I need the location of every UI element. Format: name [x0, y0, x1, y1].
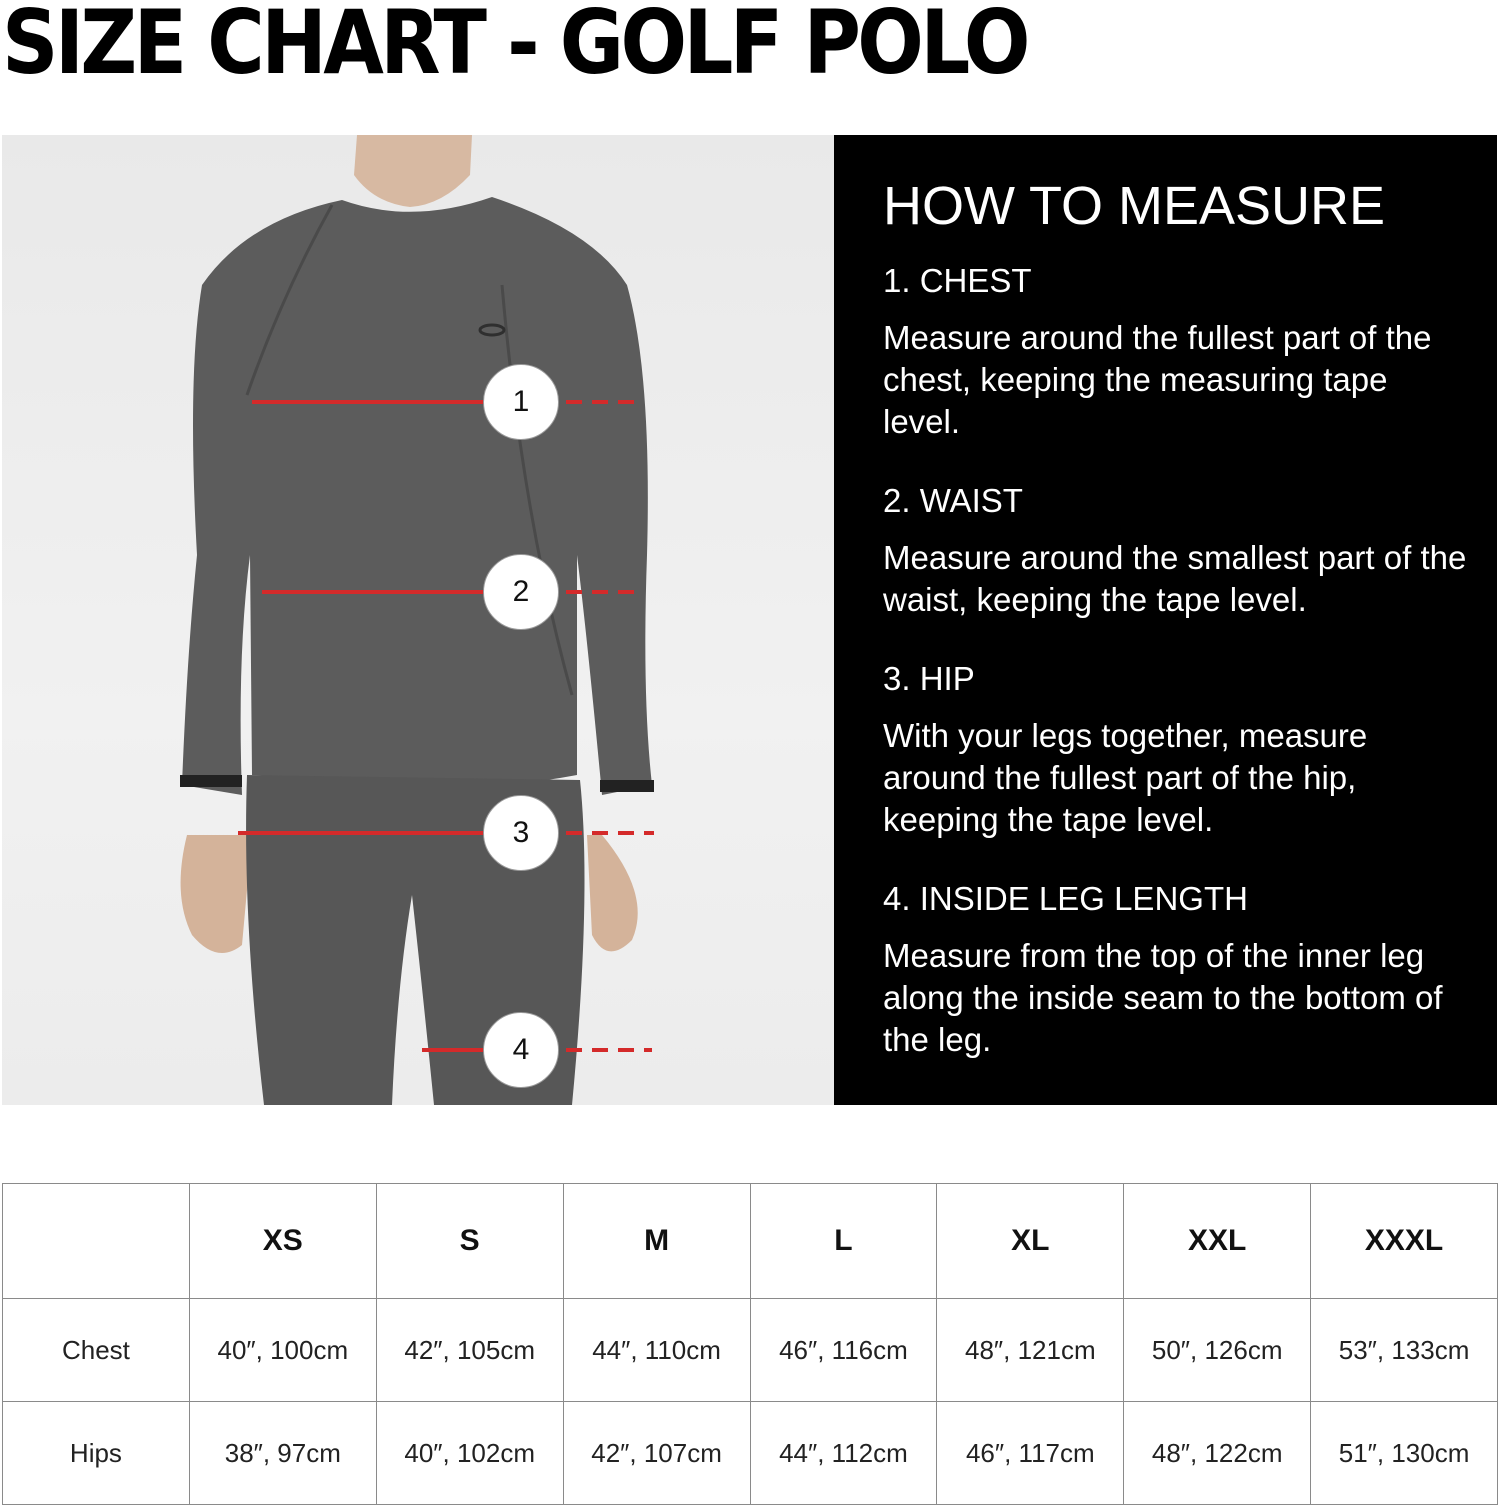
step-text: Measure around the fullest part of the chest, keeping the measuring tape level.: [883, 319, 1432, 440]
table-cell: 48″, 121cm: [937, 1299, 1124, 1402]
header-cell-l: L: [750, 1184, 937, 1299]
header-cell-xs: XS: [189, 1184, 376, 1299]
left-hand: [181, 835, 252, 953]
how-to-measure-panel: [834, 135, 1497, 1105]
model-photo: [2, 135, 834, 1105]
table-cell: 44″, 110cm: [563, 1299, 750, 1402]
left-cuff: [180, 775, 242, 787]
table-cell: 48″, 122cm: [1124, 1402, 1311, 1505]
size-table: [2, 1183, 1498, 1505]
header-cell-xxl: XXL: [1124, 1184, 1311, 1299]
table-row: [3, 1299, 1498, 1402]
header-cell-xxxl: XXXL: [1311, 1184, 1498, 1299]
step-chest: [883, 259, 1497, 443]
row-label-hips: Hips: [3, 1402, 190, 1505]
header-cell-empty: [3, 1184, 190, 1299]
marker-inside-leg: 4: [483, 1012, 559, 1088]
table-row: [3, 1402, 1498, 1505]
shirt: [182, 197, 652, 795]
table-cell: 53″, 133cm: [1311, 1299, 1498, 1402]
row-label-chest: Chest: [3, 1299, 190, 1402]
table-cell: 38″, 97cm: [189, 1402, 376, 1505]
table-cell: 46″, 116cm: [750, 1299, 937, 1402]
table-cell: 44″, 112cm: [750, 1402, 937, 1505]
table-cell: 50″, 126cm: [1124, 1299, 1311, 1402]
how-to-measure-heading: HOW TO MEASURE: [883, 176, 1386, 236]
table-cell: 40″, 102cm: [376, 1402, 563, 1505]
marker-hip: 3: [483, 795, 559, 871]
step-title: 3. HIP: [883, 660, 975, 697]
header-cell-s: S: [376, 1184, 563, 1299]
marker-waist: 2: [483, 554, 559, 630]
step-text: Measure from the top of the inner leg along the inside seam to the bottom of the leg.: [883, 937, 1443, 1058]
step-waist: [883, 479, 1497, 621]
size-header-row: [3, 1184, 1498, 1299]
table-cell: 40″, 100cm: [189, 1299, 376, 1402]
step-inside-leg: [883, 877, 1497, 1061]
header-cell-xl: XL: [937, 1184, 1124, 1299]
step-title: 2. WAIST: [883, 482, 1023, 519]
step-title: 1. CHEST: [883, 262, 1032, 299]
step-title: 4. INSIDE LEG LENGTH: [883, 880, 1248, 917]
right-hand: [587, 835, 638, 951]
step-text: With your legs together, measure around the fullest part of the hip, keeping the tape level.: [883, 717, 1368, 838]
table-cell: 51″, 130cm: [1311, 1402, 1498, 1505]
page-title: SIZE CHART - GOLF POLO: [2, 0, 1027, 94]
right-cuff: [600, 780, 654, 792]
table-cell: 46″, 117cm: [937, 1402, 1124, 1505]
face-neck: [354, 135, 472, 207]
marker-chest: 1: [483, 364, 559, 440]
step-hip: [883, 657, 1497, 841]
model-figure: [2, 135, 834, 1105]
table-cell: 42″, 107cm: [563, 1402, 750, 1505]
table-cell: 42″, 105cm: [376, 1299, 563, 1402]
step-text: Measure around the smallest part of the waist, keeping the tape level.: [883, 539, 1467, 618]
header-cell-m: M: [563, 1184, 750, 1299]
